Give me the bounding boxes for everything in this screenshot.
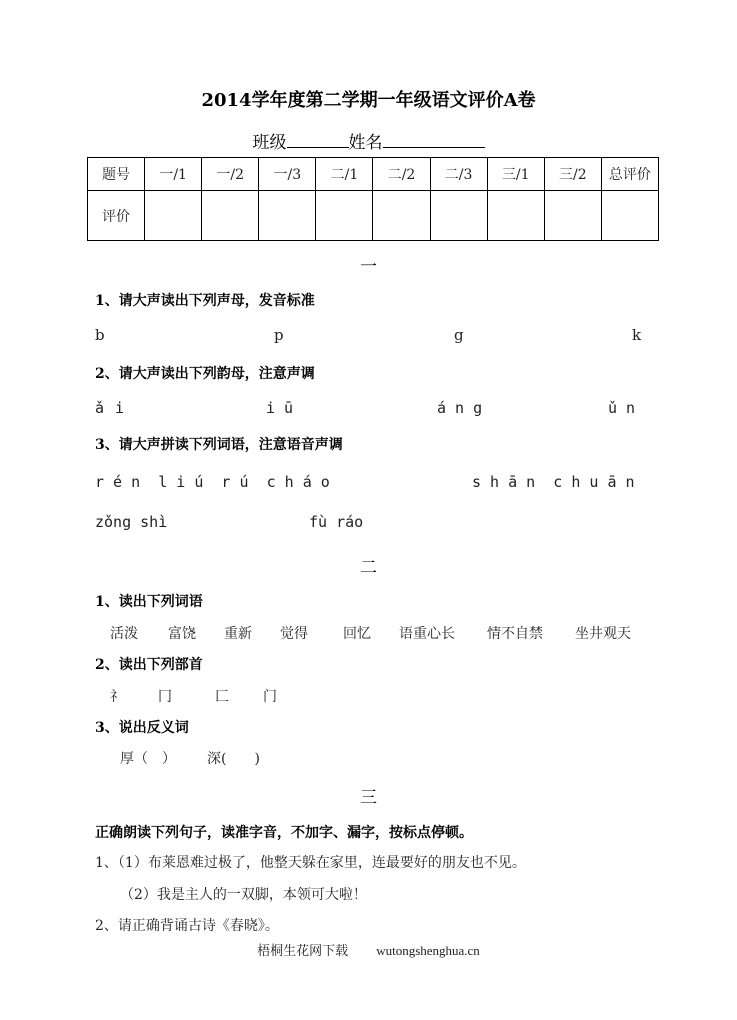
- pinyin-word: s h ā n c h u ā n: [472, 473, 635, 491]
- table-header-row: [88, 158, 659, 191]
- table-cell: [259, 191, 316, 241]
- table-header-cell: 总评价: [601, 158, 658, 191]
- footer: [0, 940, 737, 959]
- footer-site-name: 梧桐生花网下载: [257, 944, 349, 959]
- section-heading-1: 一: [360, 257, 377, 277]
- section-heading-2: 二: [360, 558, 377, 578]
- final-item: ǎ i: [95, 399, 125, 417]
- table-header-cell: 一/3: [259, 158, 316, 191]
- pinyin-word: zǒng shì: [95, 513, 168, 531]
- question-2-3: 3、说出反义词: [95, 720, 189, 736]
- table-cell: [430, 191, 487, 241]
- sentence-1: 1、（1）布莱恩难过极了，他整天躲在家里，连最要好的朋友也不见。: [95, 855, 526, 871]
- final-item: á n g: [437, 399, 483, 417]
- pinyin-word: r é n l i ú r ú c h á o: [95, 473, 330, 491]
- word-item: 情不自禁: [487, 626, 543, 642]
- table-cell: [373, 191, 430, 241]
- evaluation-table: [87, 157, 659, 241]
- word-item: 富饶: [168, 626, 196, 642]
- word-item: 觉得: [280, 626, 308, 642]
- initial-item: k: [632, 326, 642, 344]
- question-1-2: 2、请大声读出下列韵母，注意声调: [95, 366, 315, 382]
- antonym-item: 深( ): [207, 751, 260, 767]
- table-cell: [544, 191, 601, 241]
- question-1-1: 1、请大声读出下列声母，发音标准: [95, 293, 315, 309]
- footer-site-url: wutongshenghua.cn: [376, 943, 480, 958]
- section-3-instruction: 正确朗读下列句子，读准字音，不加字、漏字，按标点停顿。: [95, 825, 473, 841]
- question-1-3: 3、请大声拼读下列词语，注意语音声调: [95, 437, 343, 453]
- table-cell: [601, 191, 658, 241]
- final-item: ǔ n: [608, 399, 636, 417]
- table-header-cell: 题号: [88, 158, 145, 191]
- antonym-item: 厚（ ）: [120, 751, 176, 767]
- table-header-cell: 二/2: [373, 158, 430, 191]
- class-blank: [287, 133, 349, 148]
- word-item: 重新: [224, 626, 252, 642]
- table-header-cell: 三/1: [487, 158, 544, 191]
- table-header-cell: 一/2: [202, 158, 259, 191]
- table-cell: [145, 191, 202, 241]
- question-2-1: 1、读出下列词语: [95, 594, 203, 610]
- row-label: 评价: [88, 191, 145, 241]
- initial-item: p: [274, 326, 284, 344]
- table-header-cell: 三/2: [544, 158, 601, 191]
- table-header-cell: 二/1: [316, 158, 373, 191]
- word-item: 坐井观天: [575, 626, 631, 642]
- sentence-2: （2）我是主人的一双脚，本领可大啦！: [120, 887, 367, 903]
- page-title: 2014学年度第二学期一年级语文评价A卷: [201, 90, 536, 111]
- table-cell: [487, 191, 544, 241]
- question-2-2: 2、读出下列部首: [95, 657, 203, 673]
- radical-item: 冂: [158, 689, 172, 705]
- initial-item: g: [454, 326, 464, 344]
- radical-item: 匚: [215, 689, 229, 705]
- table-row: [88, 191, 659, 241]
- poem-instruction: 2、请正确背诵古诗《春晓》。: [95, 918, 279, 934]
- table-cell: [316, 191, 373, 241]
- class-label: 班级: [252, 133, 287, 153]
- final-item: i ū: [266, 399, 294, 417]
- word-item: 语重心长: [399, 626, 455, 642]
- radical-item: 门: [263, 689, 277, 705]
- initial-item: b: [95, 326, 105, 344]
- table-header-cell: 二/3: [430, 158, 487, 191]
- word-item: 回忆: [343, 626, 371, 642]
- radical-item: 礻: [110, 689, 124, 705]
- name-blank: [383, 133, 485, 148]
- class-name-line: [0, 128, 737, 153]
- word-item: 活泼: [110, 626, 138, 642]
- name-label: 姓名: [348, 133, 383, 153]
- table-header-cell: 一/1: [145, 158, 202, 191]
- section-heading-3: 三: [360, 788, 377, 808]
- pinyin-word: fù ráo: [309, 513, 364, 531]
- table-cell: [202, 191, 259, 241]
